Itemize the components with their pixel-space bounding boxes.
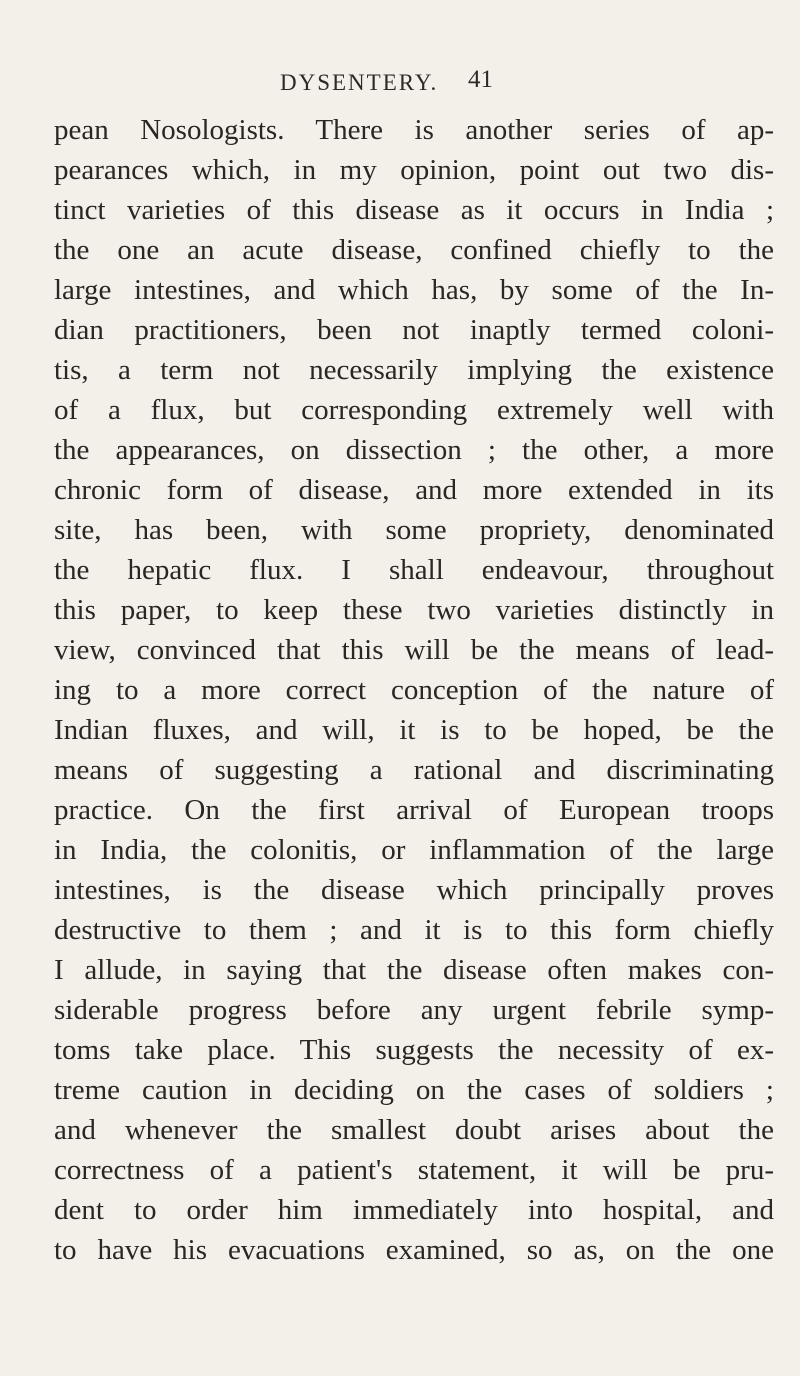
text-line: dent to order him immediately into hospital, and — [54, 1194, 774, 1226]
text-line: to have his evacuations examined, so as, on the one — [54, 1234, 774, 1266]
text-line: dian practitioners, been not inaptly termed coloni- — [54, 314, 774, 346]
text-line: this paper, to keep these two varieties distinctly in — [54, 594, 774, 626]
running-head — [0, 62, 800, 102]
text-line: the hepatic flux. I shall endeavour, throughout — [54, 554, 774, 586]
text-line: Indian fluxes, and will, it is to be hoped, be the — [54, 714, 774, 746]
text-line: large intestines, and which has, by some of the In- — [54, 274, 774, 306]
text-line: tis, a term not necessarily implying the existence — [54, 354, 774, 386]
text-line: correctness of a patient's statement, it will be pru- — [54, 1154, 774, 1186]
text-line: practice. On the first arrival of European troops — [54, 794, 774, 826]
text-line: I allude, in saying that the disease often makes con- — [54, 954, 774, 986]
text-line: intestines, is the disease which principally proves — [54, 874, 774, 906]
text-line: siderable progress before any urgent febrile symp- — [54, 994, 774, 1026]
text-line: chronic form of disease, and more extended in its — [54, 474, 774, 506]
text-line: destructive to them ; and it is to this form chiefly — [54, 914, 774, 946]
body-text — [54, 110, 774, 1270]
running-title: DYSENTERY. — [280, 70, 439, 95]
text-line: in India, the colonitis, or inflammation of the large — [54, 834, 774, 866]
text-line: pean Nosologists. There is another series of ap- — [54, 114, 774, 146]
text-line: treme caution in deciding on the cases of soldiers ; — [54, 1074, 774, 1106]
text-line: the one an acute disease, confined chiefly to the — [54, 234, 774, 266]
text-line: pearances which, in my opinion, point out two dis- — [54, 154, 774, 186]
text-line: view, convinced that this will be the means of lead- — [54, 634, 774, 666]
text-line: and whenever the smallest doubt arises about the — [54, 1114, 774, 1146]
text-line: ing to a more correct conception of the nature of — [54, 674, 774, 706]
text-line: of a flux, but corresponding extremely well with — [54, 394, 774, 426]
text-line: toms take place. This suggests the necessity of ex- — [54, 1034, 774, 1066]
text-line: site, has been, with some propriety, denominated — [54, 514, 774, 546]
text-line: the appearances, on dissection ; the other, a more — [54, 434, 774, 466]
text-line: tinct varieties of this disease as it occurs in India ; — [54, 194, 774, 226]
page-number: 41 — [468, 66, 493, 93]
text-line: means of suggesting a rational and discriminating — [54, 754, 774, 786]
